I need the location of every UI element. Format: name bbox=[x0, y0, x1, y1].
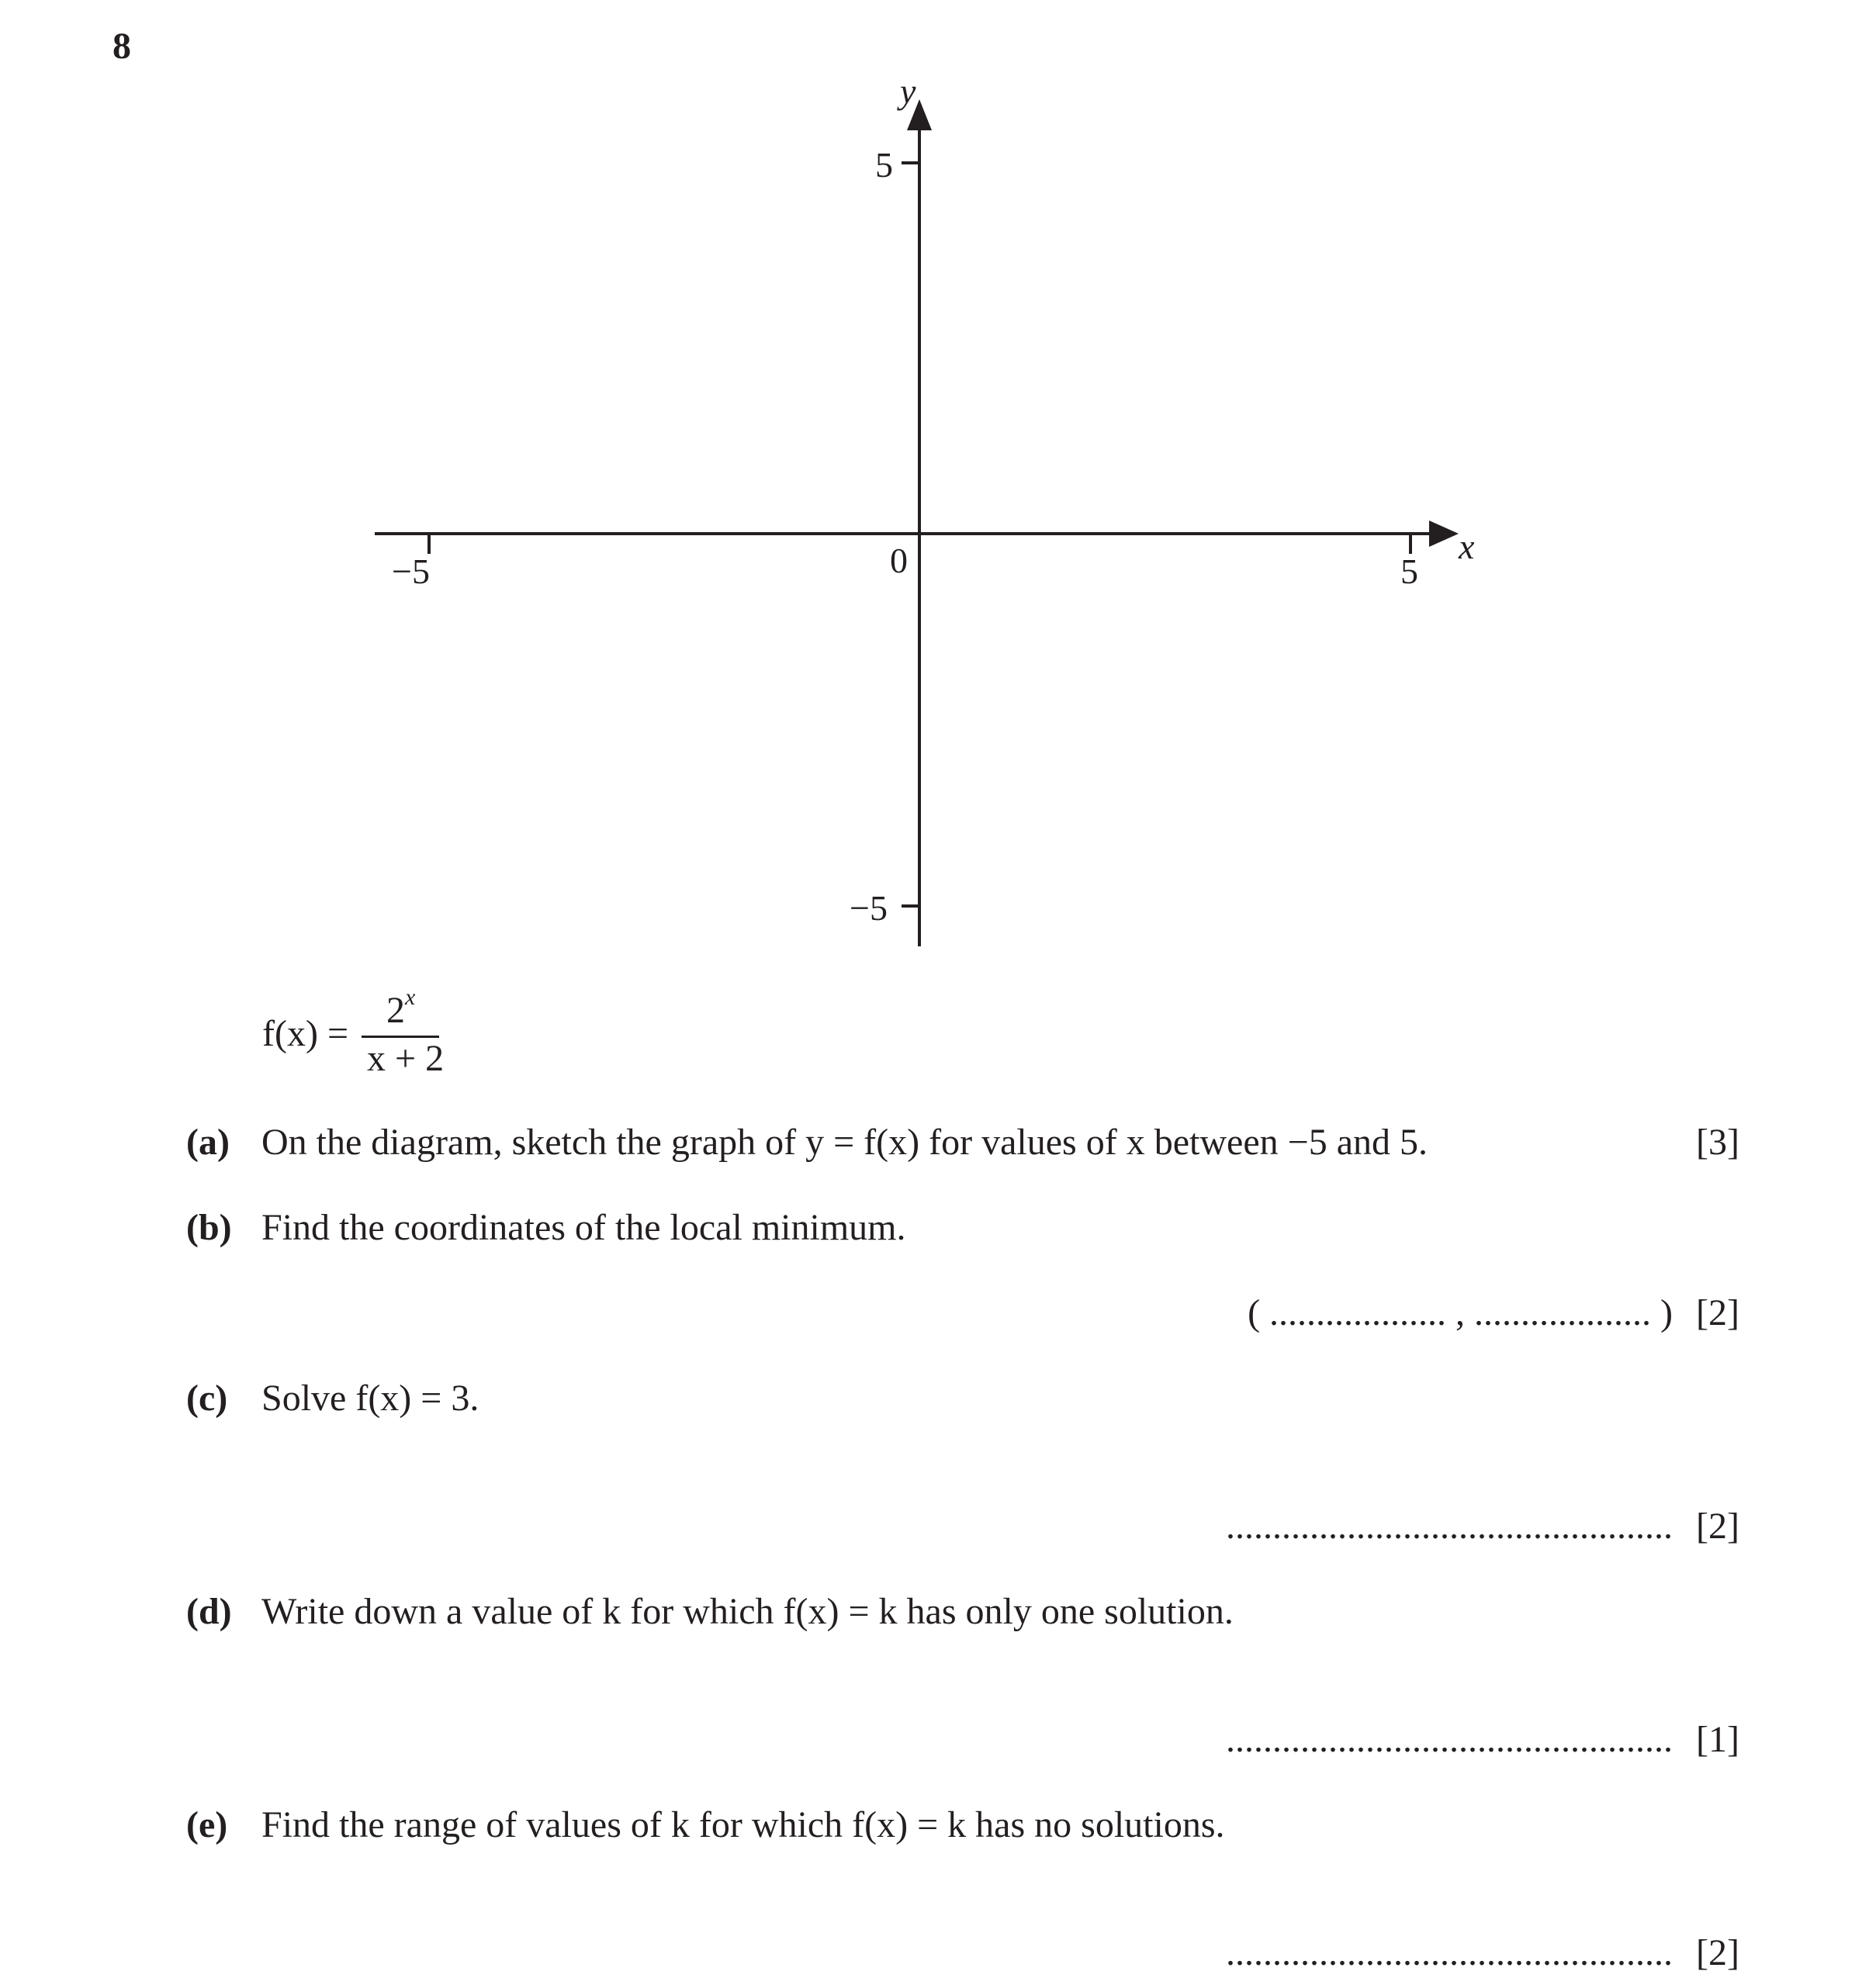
x-tick-label-pos5: 5 bbox=[1400, 552, 1418, 591]
y-tick-label-pos5: 5 bbox=[875, 145, 893, 185]
part-a-label: (a) bbox=[186, 1122, 230, 1163]
part-e-label: (e) bbox=[186, 1804, 228, 1845]
part-c-text: Solve f(x) = 3. bbox=[261, 1378, 479, 1419]
part-d-answer-row bbox=[1226, 1718, 1739, 1761]
origin-label: 0 bbox=[890, 541, 908, 580]
y-axis-label: y bbox=[900, 71, 916, 111]
part-e-answer-row bbox=[1226, 1931, 1739, 1974]
part-c-label: (c) bbox=[186, 1378, 228, 1419]
part-c-marks: [2] bbox=[1696, 1506, 1739, 1547]
part-d-answer-line[interactable]: ................................................ bbox=[1226, 1719, 1674, 1760]
part-c-answer-line[interactable]: ................................................ bbox=[1226, 1506, 1674, 1547]
part-b-label: (b) bbox=[186, 1207, 232, 1248]
numerator-exponent: x bbox=[405, 984, 416, 1010]
function-lhs: f(x) = bbox=[262, 1013, 349, 1054]
question-number: 8 bbox=[112, 26, 131, 67]
numerator-base: 2 bbox=[386, 990, 405, 1031]
part-c-answer-row bbox=[1226, 1505, 1739, 1548]
function-numerator bbox=[386, 984, 416, 1032]
part-d-label: (d) bbox=[186, 1591, 232, 1632]
part-b-marks: [2] bbox=[1696, 1292, 1739, 1333]
part-a-marks-row bbox=[1696, 1121, 1739, 1164]
x-axis-arrowhead bbox=[1429, 520, 1459, 547]
part-a-marks: [3] bbox=[1696, 1122, 1739, 1163]
part-e-marks: [2] bbox=[1696, 1932, 1739, 1973]
coordinate-axes bbox=[0, 0, 1876, 962]
x-tick-label-neg5: −5 bbox=[392, 552, 430, 591]
part-e-answer-line[interactable]: ................................................ bbox=[1226, 1932, 1674, 1973]
function-denominator: x + 2 bbox=[367, 1038, 445, 1079]
part-b-answer-row bbox=[1248, 1292, 1739, 1334]
part-b-answer-line[interactable]: ( ................... , ................... ) bbox=[1248, 1292, 1674, 1333]
x-axis-label: x bbox=[1459, 527, 1475, 566]
part-a-text: On the diagram, sketch the graph of y = f(x) for values of x between −5 and 5. bbox=[261, 1122, 1428, 1163]
part-b-text: Find the coordinates of the local minimum. bbox=[261, 1207, 906, 1248]
part-d-marks: [1] bbox=[1696, 1719, 1739, 1760]
part-d-text: Write down a value of k for which f(x) = k has only one solution. bbox=[261, 1591, 1234, 1632]
part-e-text: Find the range of values of k for which f(x) = k has no solutions. bbox=[261, 1804, 1225, 1845]
y-tick-label-neg5: −5 bbox=[850, 888, 888, 928]
